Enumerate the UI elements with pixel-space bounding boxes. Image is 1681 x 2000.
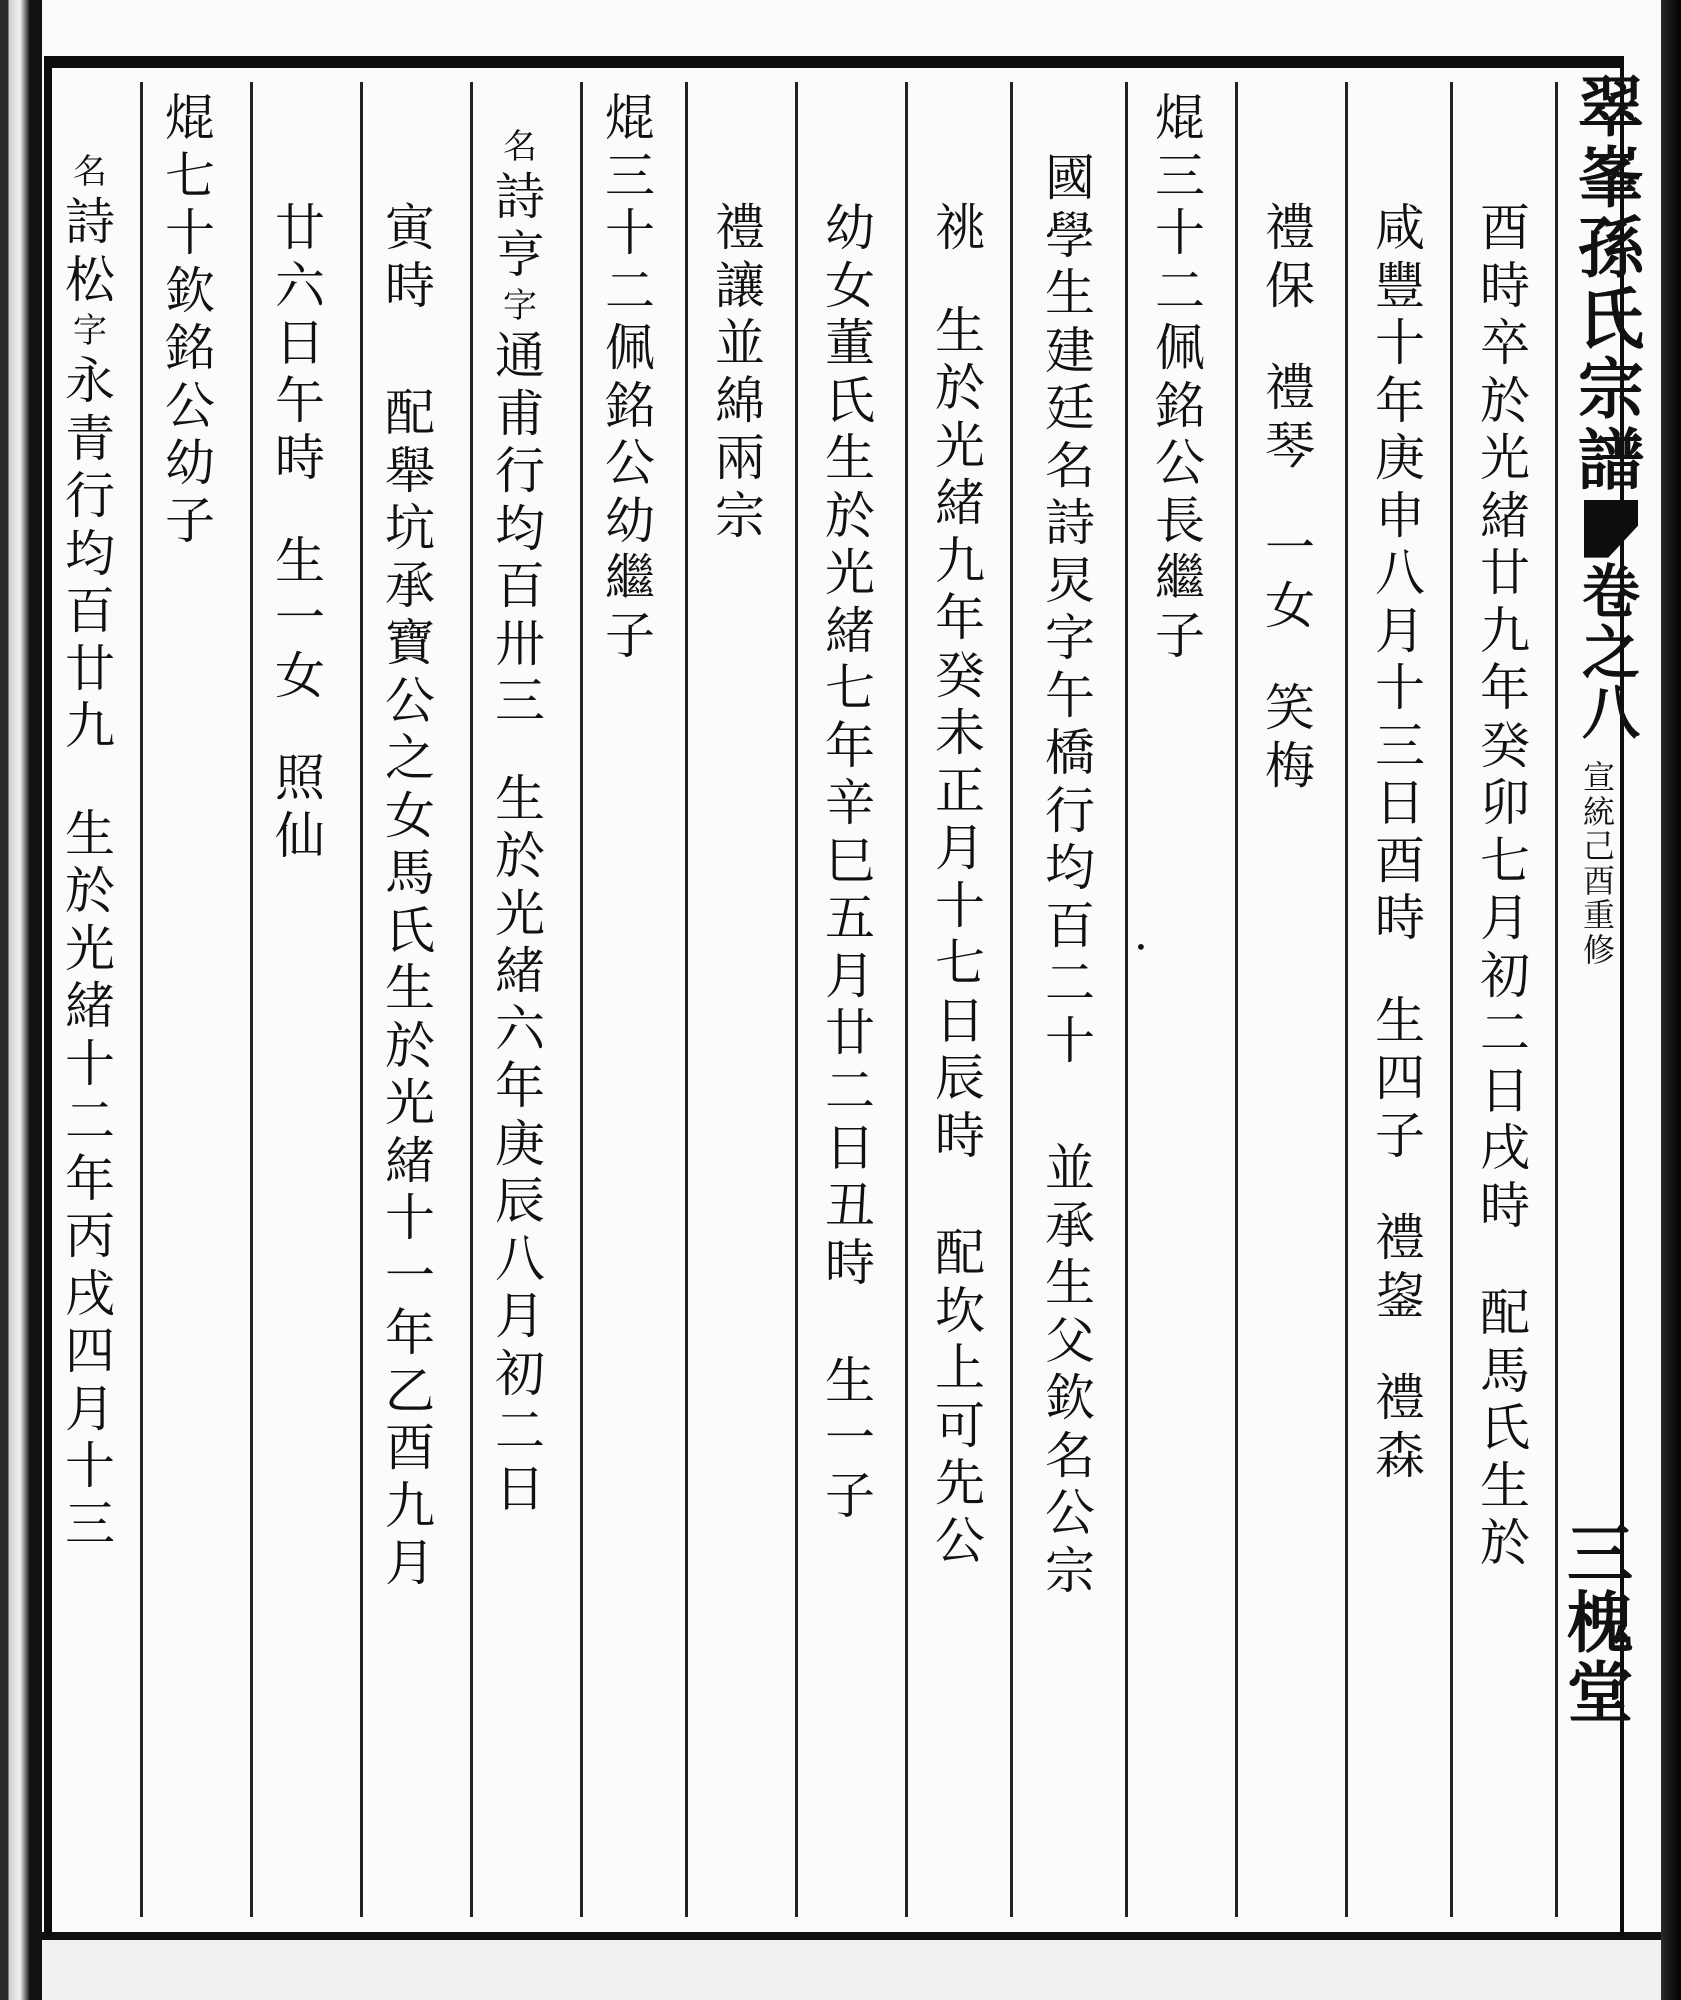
column-rule (1555, 82, 1558, 1917)
small-label: 字 (503, 286, 537, 327)
column-text: 酉時卒於光緒廿九年癸卯七月初二日戌時 (1480, 199, 1530, 1235)
column-text: 照仙 (275, 749, 325, 865)
small-label: 名 (73, 152, 107, 192)
text-column-12 (270, 200, 330, 865)
column-text: 禮鋆 (1375, 1209, 1425, 1325)
column-rule (140, 82, 143, 1917)
page-bottom-margin (42, 1932, 1661, 2000)
column-text: 生一子 (825, 1351, 875, 1525)
column-text: 廿六日午時 (275, 199, 325, 487)
column-text: 生於光緒六年庚辰八月初二日 (495, 769, 545, 1518)
text-column-5 (1040, 150, 1100, 1600)
book-binding-edge (0, 0, 42, 2000)
text-column-10 (490, 125, 550, 1518)
column-rule (685, 82, 688, 1917)
text-column-13 (160, 90, 220, 550)
title-char: 翠 (1578, 68, 1644, 146)
title-char: 譜 (1578, 421, 1644, 500)
column-text: 永青行均百廿九 (65, 352, 115, 756)
column-rule (1235, 82, 1238, 1917)
column-text: 詩亨 (495, 168, 545, 284)
column-rule (1345, 82, 1348, 1917)
page-right-edge (1661, 0, 1681, 2000)
column-text: 生於光緒九年癸未正月十七日辰時 (935, 301, 985, 1165)
column-text: 通甫行均百卅三 (495, 327, 545, 731)
column-rule (1450, 82, 1453, 1917)
title-char: 孫 (1578, 209, 1644, 288)
hall-name: 三槐堂 (1567, 1515, 1633, 1732)
column-text: 焜三十二佩銘公幼繼子 (605, 89, 655, 665)
genealogy-title (1575, 68, 1647, 748)
column-text: 配舉坑承寶公之女馬氏生於光緒十一年乙酉九月 (385, 384, 435, 1592)
column-rule (470, 82, 473, 1917)
ink-dot: • (1135, 935, 1147, 959)
column-text: 幼女董氏生於光緒七年辛巳五月廿二日丑時 (825, 199, 875, 1292)
column-rule (1125, 82, 1128, 1917)
column-rule (795, 82, 798, 1917)
column-text: 焜七十欽銘公幼子 (165, 89, 215, 550)
text-column-1 (1475, 200, 1535, 1573)
text-column-11 (380, 200, 440, 1593)
column-rule (905, 82, 908, 1917)
fishtail-mark (1584, 500, 1638, 558)
column-text: 生於光緒十二年丙戌四月十三 (65, 804, 115, 1553)
column-text: 一女 (1265, 519, 1315, 635)
column-text: 禮琴 (1265, 359, 1315, 475)
column-rule (250, 82, 253, 1917)
column-text: 咸豐十年庚申八月十三日酉時 (1375, 199, 1425, 947)
column-text: 詩松 (65, 193, 115, 309)
volume-label: 卷之八 (1581, 557, 1640, 748)
column-text: 祧 (935, 199, 985, 257)
text-column-14 (60, 150, 120, 1553)
title-char: 氏 (1578, 279, 1644, 358)
column-rule (360, 82, 363, 1917)
column-rule (1010, 82, 1013, 1917)
text-column-8 (710, 200, 770, 545)
text-column-4 (1150, 90, 1210, 665)
column-text: 禮保 (1265, 199, 1315, 315)
small-label: 名 (503, 127, 537, 167)
column-text: 焜三十二佩銘公長繼子 (1155, 89, 1205, 665)
column-text: 國學生建廷名詩炅字午橋行均百二十 (1045, 149, 1095, 1070)
column-text: 禮讓並綿兩宗 (715, 199, 765, 545)
edition-note: 宣統己酉重修 (1582, 758, 1615, 969)
column-text: 配馬氏生於 (1480, 1284, 1530, 1572)
text-column-9 (600, 90, 660, 665)
column-text: 配坎上可先公 (935, 1224, 985, 1570)
column-text: 寅時 (385, 199, 435, 315)
title-char: 宗 (1578, 350, 1644, 429)
text-column-7 (820, 200, 880, 1525)
title-char: 峯 (1578, 138, 1644, 217)
column-text: 生四子 (1375, 991, 1425, 1165)
column-text: 禮森 (1375, 1369, 1425, 1485)
column-text: 笑梅 (1265, 679, 1315, 795)
text-column-6 (930, 200, 990, 1570)
small-label: 字 (73, 311, 107, 352)
column-text: 並承生父欽名公宗 (1045, 1139, 1095, 1600)
column-rule (580, 82, 583, 1917)
text-column-3 (1260, 200, 1320, 795)
text-column-2 (1370, 200, 1430, 1485)
column-text: 生一女 (275, 531, 325, 705)
